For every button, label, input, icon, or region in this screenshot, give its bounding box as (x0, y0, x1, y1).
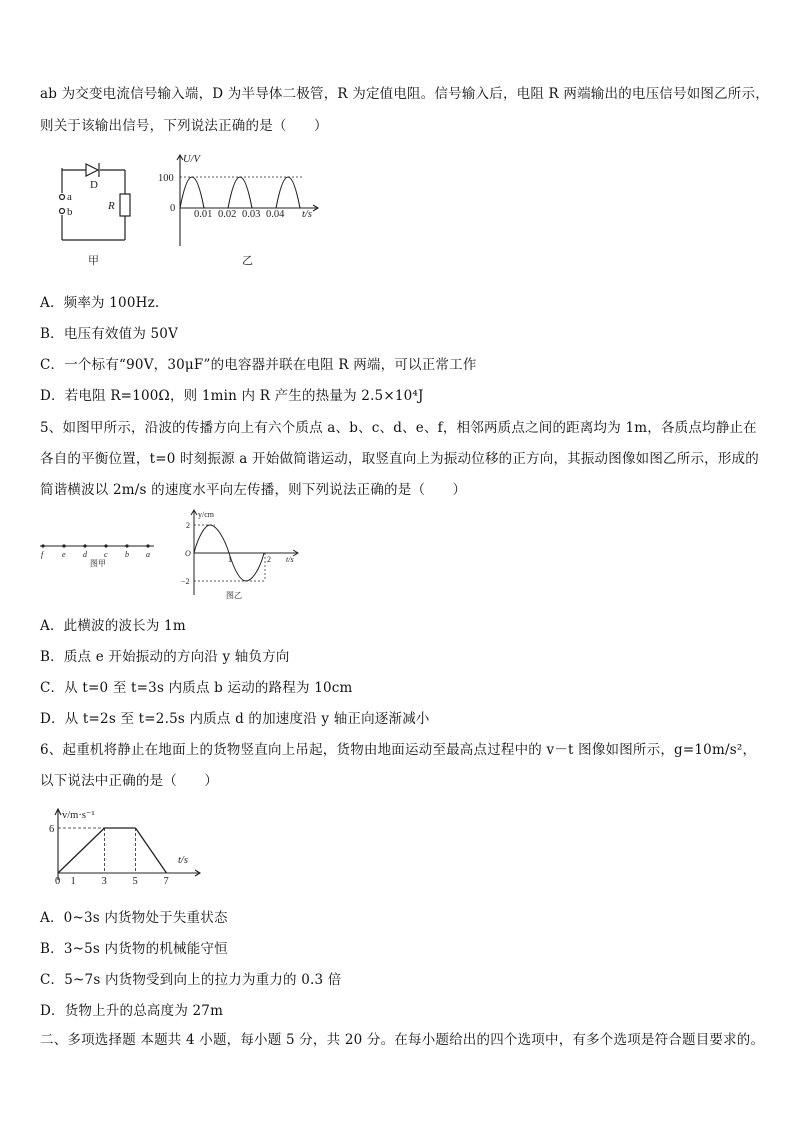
q4-intro-line1: ab 为交变电流信号输入端，D 为半导体二极管，R 为定值电阻。信号输入后，电阻 R 两端输出的电压信号如图乙所示， (40, 86, 769, 102)
q4-option-b: B．电压有效值为 50V (40, 326, 179, 342)
q5-option-c: C．从 t=0 至 t=3s 内质点 b 运动的路程为 10cm (40, 680, 353, 696)
t-tick-2: 2 (267, 555, 271, 564)
q5-stem-line3: 简谐横波以 2m/s 的速度水平向左传播，则下列说法正确的是（ ） (40, 482, 467, 498)
fig-caption-yi: 乙 (242, 255, 253, 267)
fig-caption-jia: 甲 (88, 255, 99, 267)
section2-header: 二、多项选择题 本题共 4 小题，每小题 5 分，共 20 分。在每小题给出的四个选项中，有多个选项是符合题目要求的。 (40, 1032, 765, 1048)
t-tick-0.02: 0.02 (218, 209, 237, 220)
fig-caption-tuyi: 图乙 (226, 591, 242, 600)
v-tick-6: 6 (49, 824, 55, 835)
q5-option-b: B．质点 e 开始振动的方向沿 y 轴负方向 (40, 649, 290, 665)
point-a: a (146, 550, 150, 559)
terminal-b-label: b (67, 206, 73, 218)
q5-stem-line1: 5、如图甲所示，沿波的传播方向上有六个质点 a、b、c、d、e、f，相邻两质点之间的距离均为 1m，各质点均静止在 (40, 420, 757, 436)
q4-voltage-graph (150, 150, 330, 275)
t-tick-0: 0 (55, 876, 61, 887)
t-tick-0.01: 0.01 (194, 209, 213, 220)
q4-option-d: D．若电阻 R=100Ω，则 1min 内 R 产生的热量为 2.5×10⁴J (40, 388, 424, 404)
t-tick-1: 1 (70, 876, 76, 887)
t-tick-5: 5 (132, 876, 138, 887)
q5-option-d: D．从 t=2s 至 t=2.5s 内质点 d 的加速度沿 y 轴正向逐渐减小 (40, 711, 430, 727)
t-tick-0.04: 0.04 (266, 209, 285, 220)
t-axis-label: t/s (302, 209, 312, 220)
vt-segment-0 (58, 828, 105, 873)
point-f: f (41, 550, 44, 559)
point-d: d (83, 550, 87, 559)
u-tick-100: 100 (158, 173, 174, 184)
origin-o: O (185, 549, 191, 558)
q6-stem-line2: 以下说法中正确的是（ ） (40, 773, 219, 789)
vt-segment-2 (136, 828, 167, 873)
u-axis-label: U/V (183, 154, 200, 165)
t-axis-label: t/s (178, 855, 188, 866)
point-b: b (125, 550, 129, 559)
point-c: c (104, 550, 108, 559)
t-tick-0.03: 0.03 (242, 209, 261, 220)
y-axis-label: y/cm (198, 510, 214, 519)
diode-label: D (90, 179, 98, 191)
q4-circuit-diagram (40, 150, 150, 275)
q4-intro-line2: 则关于该输出信号，下列说法正确的是（ ） (40, 118, 328, 134)
y-tick-neg2: −2 (181, 577, 190, 586)
q6-option-a: A．0~3s 内货物处于失重状态 (40, 910, 228, 926)
terminal-a-label: a (67, 191, 72, 203)
t-tick-1: 1 (228, 555, 232, 564)
q6-stem-line1: 6、起重机将静止在地面上的货物竖直向上吊起，货物由地面运动至最高点过程中的 v－t 图像如图所示，g=10m/s²， (40, 742, 757, 758)
point-e: e (62, 550, 66, 559)
q6-vt-chart (40, 805, 210, 890)
y-tick-2: 2 (186, 521, 190, 530)
q6-option-b: B．3~5s 内货物的机械能守恒 (40, 941, 228, 957)
q4-option-c: C．一个标有“90V，30μF”的电容器并联在电阻 R 两端，可以正常工作 (40, 357, 477, 373)
q6-option-c: C．5~7s 内货物受到向上的拉力为重力的 0.3 倍 (40, 972, 342, 988)
t-tick-3: 3 (101, 876, 107, 887)
q5-stem-line2: 各自的平衡位置，t=0 时刻振源 a 开始做简谐运动，取竖直向上为振动位移的正方向，其振动图像如图乙所示，形成的 (40, 451, 759, 467)
q5-particle-line-diagram (38, 538, 158, 573)
t-axis-label: t/s (286, 555, 294, 564)
q5-option-a: A．此横波的波长为 1m (40, 618, 186, 634)
q4-option-a: A．频率为 100Hz. (40, 295, 160, 311)
fig-caption-tujia: 图甲 (90, 559, 106, 568)
resistor-label: R (108, 200, 115, 212)
q6-option-d: D．货物上升的总高度为 27m (40, 1003, 224, 1019)
u-origin: 0 (170, 203, 176, 214)
v-axis-label: v/m·s⁻¹ (62, 810, 95, 821)
t-tick-7: 7 (163, 876, 169, 887)
q5-vibration-graph (180, 507, 310, 602)
